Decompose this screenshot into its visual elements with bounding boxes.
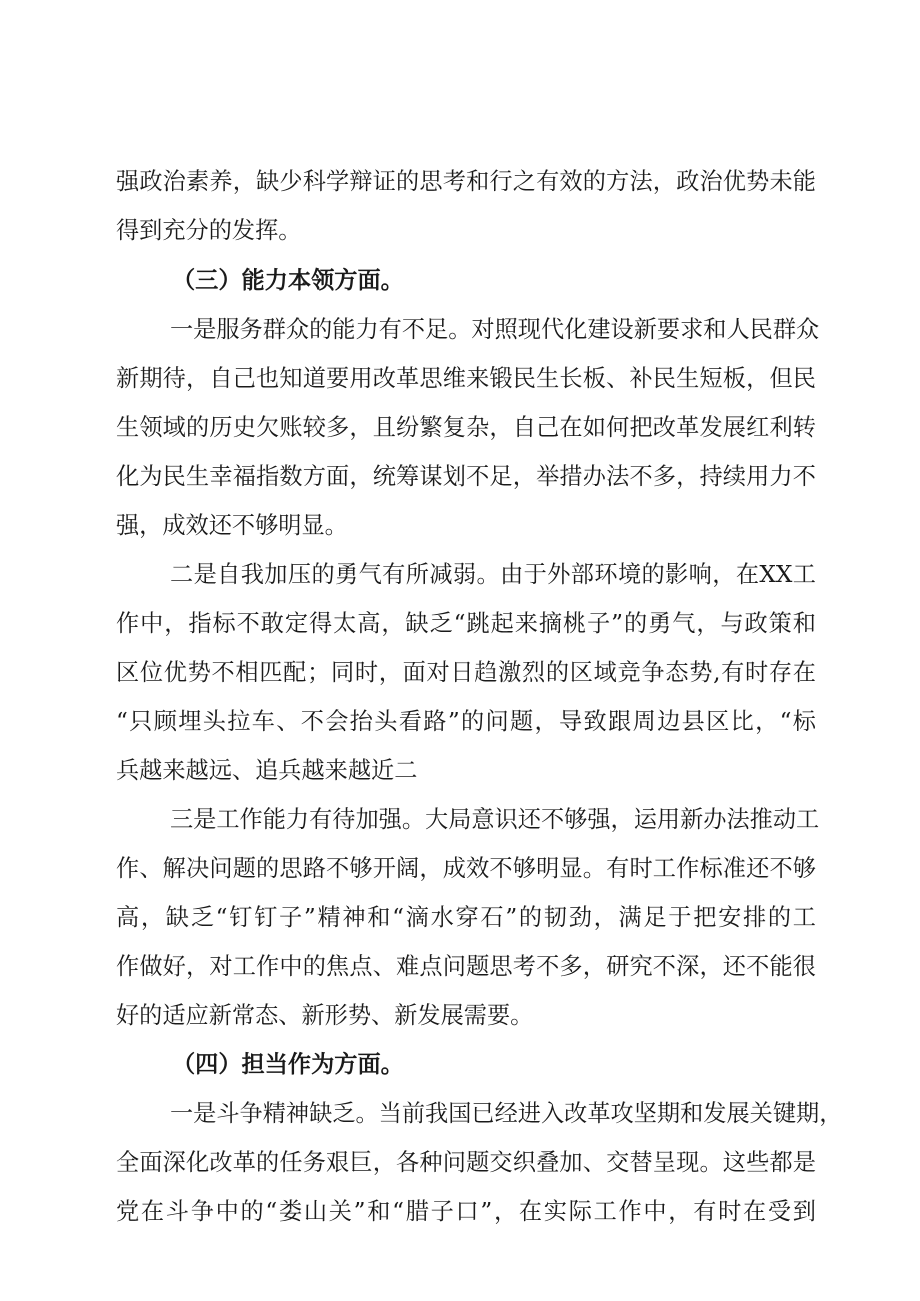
paragraph-line: 三是工作能力有待加强。大局意识还不够强，运用新办法推动工 <box>170 806 820 833</box>
paragraph-line: 兵越来越远、追兵越来越近二 <box>116 757 418 784</box>
paragraph-line: 全面深化改革的任务艰巨，各种问题交织叠加、交替呈现。这些都是 <box>116 1149 816 1176</box>
paragraph-line: 一是服务群众的能力有不足。对照现代化建设新要求和人民群众 <box>170 316 820 343</box>
paragraph-line: 党在斗争中的“娄山关”和“腊子口”，在实际工作中，有时在受到 <box>116 1198 816 1225</box>
paragraph-line: 强，成效还不够明显。 <box>116 512 348 539</box>
paragraph-line: 一是斗争精神缺乏。当前我国已经进入改革攻坚期和发展关键期， <box>170 1100 843 1127</box>
paragraph-line: 新期待，自己也知道要用改革思维来锻民生长板、补民生短板，但民 <box>116 365 816 392</box>
paragraph-line: 高，缺乏“钉钉子”精神和“滴水穿石”的韧劲，满足于把安排的工 <box>116 904 816 931</box>
paragraph-line: 好的适应新常态、新形势、新发展需要。 <box>116 1002 534 1029</box>
paragraph-line: 作中，指标不敢定得太高，缺乏“跳起来摘桃子”的勇气，与政策和 <box>116 610 816 637</box>
paragraph-line: 强政治素养，缺少科学辩证的思考和行之有效的方法，政治优势未能 <box>116 168 816 195</box>
section-heading-3: （三）能力本领方面。 <box>172 267 404 294</box>
paragraph-line: 作做好，对工作中的焦点、难点问题思考不多，研究不深，还不能很 <box>116 953 816 980</box>
paragraph-line: “只顾埋头拉车、不会抬头看路”的问题，导致跟周边县区比，“标 <box>116 708 816 735</box>
paragraph-line: 生领域的历史欠账较多，且纷繁复杂，自己在如何把改革发展红利转 <box>116 414 816 441</box>
paragraph-line: 化为民生幸福指数方面，统筹谋划不足，举措办法不多，持续用力不 <box>116 463 816 490</box>
section-heading-4: （四）担当作为方面。 <box>172 1051 404 1078</box>
paragraph-line: 二是自我加压的勇气有所减弱。由于外部环境的影响，在XX工 <box>170 561 816 588</box>
paragraph-line: 区位优势不相匹配；同时，面对日趋激烈的区域竞争态势,有时存在 <box>116 659 816 686</box>
paragraph-line: 作、解决问题的思路不够开阔，成效不够明显。有时工作标准还不够 <box>116 855 816 882</box>
paragraph-line: 得到充分的发挥。 <box>116 217 302 244</box>
